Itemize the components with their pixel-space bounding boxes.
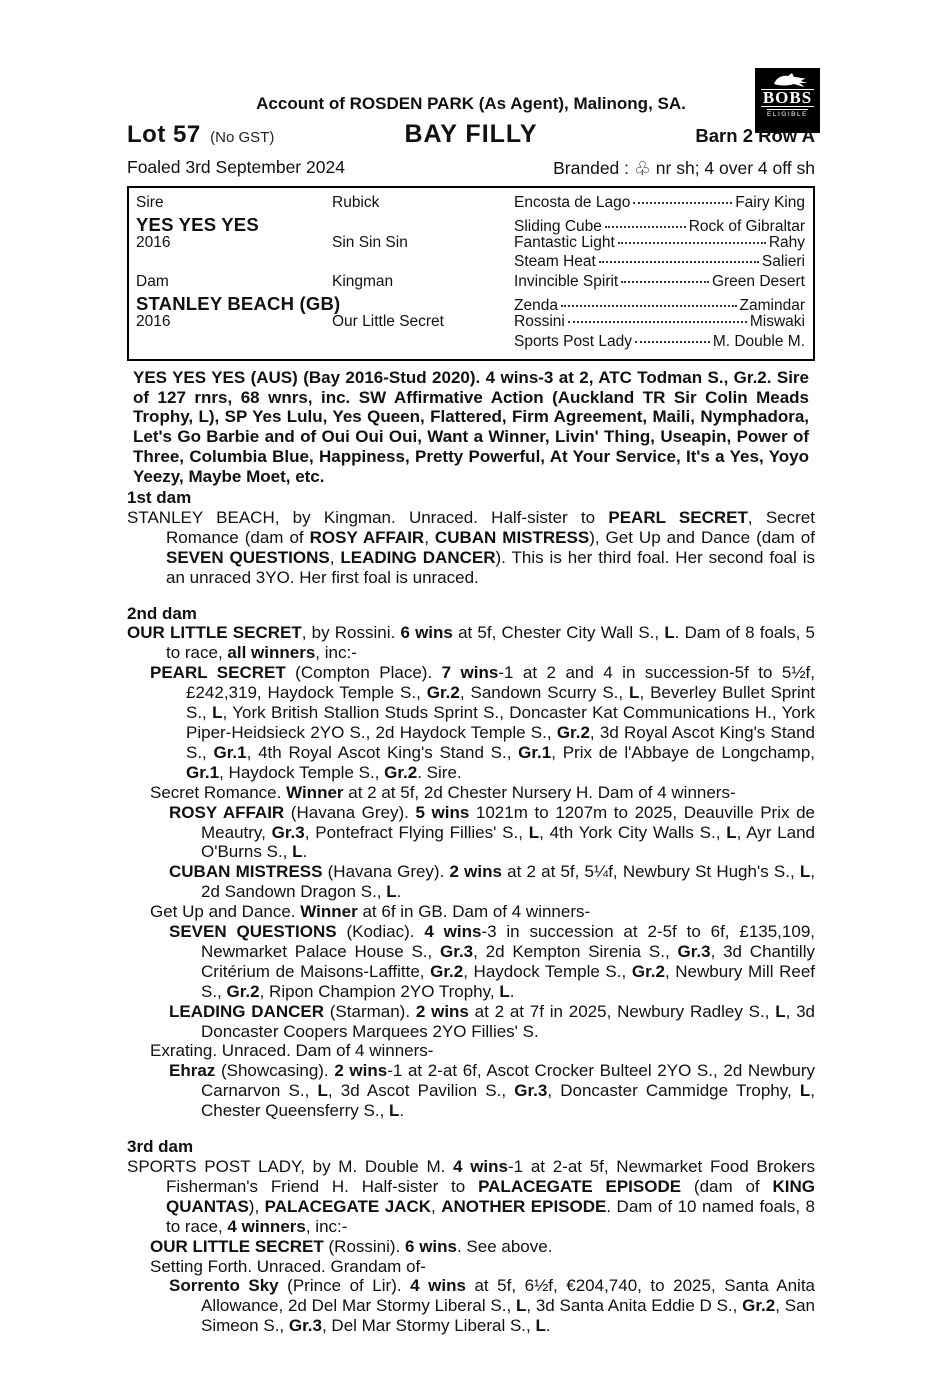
ancestor-row: Encosta de Lago Fairy King bbox=[514, 194, 805, 211]
leader-dots bbox=[599, 261, 759, 263]
horse-head-icon bbox=[768, 71, 808, 89]
ancestor-row: Fantastic Light Rahy bbox=[514, 233, 805, 251]
brand-mark-icon: ♧ bbox=[633, 159, 651, 180]
ancestor-row: Steam Heat Salieri bbox=[514, 253, 805, 271]
pedigree-paragraph: CUBAN MISTRESS (Havana Grey). 2 wins at 2 at 5f, 5¼f, Newbury St Hugh's S., L, 2d Sandown Dragon S., L. bbox=[169, 862, 815, 902]
pedigree-paragraph: SPORTS POST LADY, by M. Double M. 4 wins-1 at 2-at 5f, Newmarket Food Brokers Fisherman's Friend H. Half-sister to PALACEGATE EPISODE (dam of KING QUANTAS), PALACEGATE JACK, ANOTHER EPISODE. Dam of 10 named foals, 8 to race, 4 winners, inc:- bbox=[127, 1157, 816, 1236]
pedigree-paragraph: OUR LITTLE SECRET, by Rossini. 6 wins at 5f, Chester City Wall S., L. Dam of 8 foals, 5 to race, all winners, inc:- bbox=[127, 623, 815, 663]
sire-sire: Rubick bbox=[332, 194, 380, 211]
pedigree-paragraph: ROSY AFFAIR (Havana Grey). 5 wins 1021m to 1207m to 2025, Deauville Prix de Meautry, Gr.3, Pontefract Flying Fillies' S., L, 4th York City Walls S., L, Ayr Land O'Burns S., L. bbox=[169, 802, 815, 862]
dam-sire: Kingman bbox=[332, 273, 394, 291]
leader-dots bbox=[633, 202, 732, 204]
dam-section-heading: 2nd dam bbox=[127, 603, 197, 623]
pedigree-paragraph: Setting Forth. Unraced. Grandam of- bbox=[150, 1256, 426, 1276]
pedigree-paragraph: Exrating. Unraced. Dam of 4 winners- bbox=[150, 1041, 434, 1061]
branded-prefix: Branded : bbox=[553, 158, 634, 178]
lot-gst-note: (No GST) bbox=[210, 129, 275, 146]
dam-name: STANLEY BEACH (GB) bbox=[136, 292, 341, 314]
pedigree-table bbox=[127, 186, 815, 361]
branded-info bbox=[553, 157, 815, 180]
ancestor-row: Sliding Cube Rock of Gibraltar bbox=[514, 217, 805, 235]
pedigree-paragraph: OUR LITTLE SECRET (Rossini). 6 wins. See above. bbox=[150, 1236, 553, 1256]
dam-dam: Our Little Secret bbox=[332, 312, 444, 330]
ancestor-row: Invincible Spirit Green Desert bbox=[514, 273, 805, 291]
leader-dots bbox=[618, 242, 766, 244]
leader-dots bbox=[561, 305, 737, 307]
pedigree-paragraph: SEVEN QUESTIONS (Kodiac). 4 wins-3 in succession at 2-5f to 6f, £135,109, Newmarket Palace House S., Gr.3, 2d Kempton Sirenia S., Gr.3, 3d Chantilly Critérium de Maisons-Laffitte, Gr.2, Haydock Temple S., Gr.2, Newbury Mill Reef S., Gr.2, Ripon Champion 2YO Trophy, L. bbox=[169, 922, 815, 1001]
dam-label: Dam bbox=[136, 273, 169, 291]
pedigree-paragraph: PEARL SECRET (Compton Place). 7 wins-1 at 2 and 4 in succession-5f to 5½f, £242,319, Haydock Temple S., Gr.2, Sandown Scurry S., L, Beverley Bullet Sprint S., L, York British Stallion Studs Sprint S., Doncaster Kat Communications H., York Piper-Heidsieck 2YO S., 2d Haydock Temple S., Gr.2, 3d Royal Ascot King's Stand S., Gr.1, 4th Royal Ascot King's Stand S., Gr.1, Prix de l'Abbaye de Longchamp, Gr.1, Haydock Temple S., Gr.2. Sire. bbox=[150, 663, 816, 782]
pedigree-paragraph: Secret Romance. Winner at 2 at 5f, 2d Chester Nursery H. Dam of 4 winners- bbox=[150, 782, 736, 802]
sire-dam: Sin Sin Sin bbox=[332, 233, 408, 251]
dam-section-heading: 3rd dam bbox=[127, 1137, 194, 1157]
account-line: Account of ROSDEN PARK (As Agent), Malinong, SA. bbox=[256, 94, 686, 113]
pedigree-paragraph: LEADING DANCER (Starman). 2 wins at 2 at 7f in 2025, Newbury Radley S., L, 3d Doncaster Coopers Marquees 2YO Fillies' S. bbox=[169, 1001, 816, 1041]
sire-label: Sire bbox=[136, 194, 164, 211]
ancestor-row: Rossini Miswaki bbox=[514, 312, 805, 330]
lot-number: Lot 57 bbox=[127, 121, 201, 148]
pedigree-paragraph: STANLEY BEACH, by Kingman. Unraced. Half-sister to PEARL SECRET, Secret Romance (dam of ROSY AFFAIR, CUBAN MISTRESS), Get Up and Dance (dam of SEVEN QUESTIONS, LEADING DANCER). This is her third foal. Her second foal is an unraced 3YO. Her first foal is unraced. bbox=[127, 507, 815, 587]
foal-row bbox=[127, 157, 815, 180]
leader-dots bbox=[568, 321, 747, 323]
sire-year: 2016 bbox=[136, 233, 171, 251]
bobs-logo-subtitle: ELIGIBLE bbox=[767, 111, 808, 118]
horse-description: BAY FILLY bbox=[404, 120, 538, 148]
foaled-date: Foaled 3rd September 2024 bbox=[127, 157, 345, 177]
leader-dots bbox=[605, 226, 686, 228]
pedigree-paragraph: Sorrento Sky (Prince of Lir). 4 wins at 5f, 6½f, €204,740, to 2025, Santa Anita Allowance, 2d Del Mar Stormy Liberal S., L, 3d Santa Anita Eddie D S., Gr.2, San Simeon S., Gr.3, Del Mar Stormy Liberal S., L. bbox=[169, 1276, 816, 1336]
sire-name: YES YES YES bbox=[136, 213, 259, 235]
bobs-logo-word: BOBS bbox=[762, 88, 813, 107]
leader-dots bbox=[635, 341, 710, 343]
leader-dots bbox=[621, 281, 709, 283]
branded-suffix: nr sh; 4 over 4 off sh bbox=[650, 158, 815, 178]
ancestor-row: Zenda Zamindar bbox=[514, 296, 805, 314]
pedigree-paragraph: Ehraz (Showcasing). 2 wins-1 at 2-at 6f, Ascot Crocker Bulteel 2YO S., 2d Newbury Carnarvon S., L, 3d Ascot Pavilion S., Gr.3, Doncaster Cammidge Trophy, L, Chester Queensferry S., L. bbox=[169, 1061, 815, 1121]
dam-year: 2016 bbox=[136, 312, 171, 330]
lot-left bbox=[127, 121, 274, 149]
sire-summary: YES YES YES (AUS) (Bay 2016-Stud 2020). 4 wins-3 at 2, ATC Todman S., Gr.2. Sire of 127 rnrs, 68 wnrs, inc. SW Affirmative Action (Auckland TR Sir Colin Meads Trophy, L), SP Yes Lulu, Yes Queen, Flattered, Firm Agreement, Maili, Nymphadora, Let's Go Barbie and of Oui Oui Oui, Want a Winner, Livin' Thing, Useapin, Power of Three, Columbia Blue, Happiness, Pretty Powerful, At Your Service, It's a Yes, Yoyo Yeezy, Maybe Moet, etc. bbox=[133, 368, 809, 486]
lot-row bbox=[127, 120, 815, 149]
ancestor-row: Sports Post Lady M. Double M. bbox=[514, 332, 805, 350]
pedigree-body bbox=[127, 480, 815, 1336]
dam-section-heading: 1st dam bbox=[127, 488, 192, 507]
pedigree-paragraph: Get Up and Dance. Winner at 6f in GB. Dam of 4 winners- bbox=[150, 902, 591, 922]
barn-row-location: Barn 2 Row A bbox=[695, 125, 815, 146]
